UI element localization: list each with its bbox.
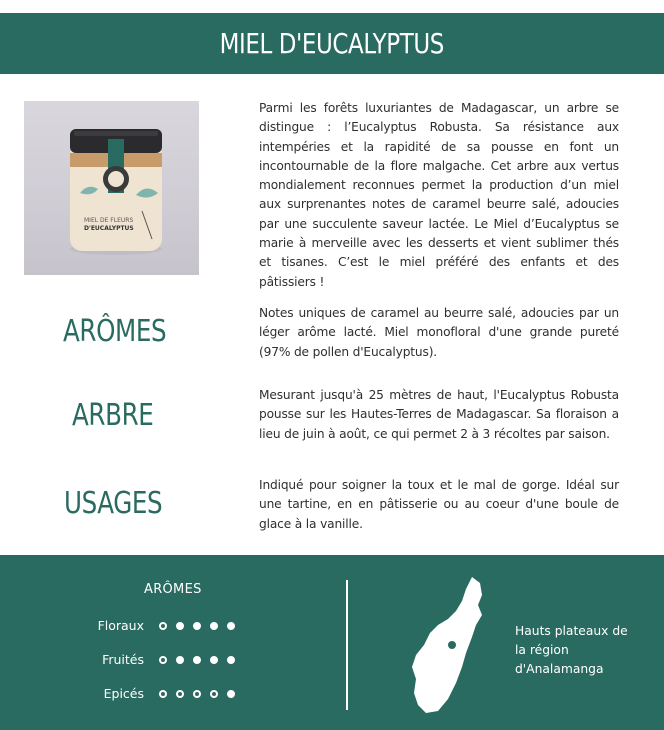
region-text: Hauts plateaux de la région d'Analamanga xyxy=(515,624,628,676)
aromes-heading: ARÔMES xyxy=(63,314,167,349)
rating-dot-filled xyxy=(176,656,184,664)
usages-heading: USAGES xyxy=(64,486,163,521)
rating-dot-filled xyxy=(210,622,218,630)
rating-dot-filled xyxy=(193,622,201,630)
rating-dots-epices xyxy=(159,690,235,698)
footer-divider xyxy=(346,580,348,710)
rating-label-floraux: Floraux xyxy=(97,618,144,633)
rating-dot-empty xyxy=(159,690,167,698)
jar-label-line2: D'EUCALYPTUS xyxy=(84,225,134,232)
rating-dots-fruites xyxy=(159,656,235,664)
rating-label-epices: Epicés xyxy=(103,686,144,701)
top-strip xyxy=(0,0,664,13)
footer-aromes-title: ARÔMES xyxy=(144,582,202,597)
rating-dot-filled xyxy=(193,656,201,664)
arbre-text: Mesurant jusqu'à 25 mètres de haut, l'Eucalyptus Robusta pousse sur les Hautes-Terres de Madagascar. Sa floraison a lieu de juin à août, ce qui permet 2 à 3 récoltes par saison. xyxy=(259,388,619,441)
aromes-text: Notes uniques de caramel au beurre salé, adoucies par un léger arôme lacté. Miel monofloral d'une grande pureté (97% de pollen d'Eucalyptus). xyxy=(259,306,619,359)
arbre-heading: ARBRE xyxy=(72,398,154,433)
rating-dot-filled xyxy=(176,622,184,630)
honey-jar-illustration xyxy=(24,101,199,275)
rating-dot-empty xyxy=(176,690,184,698)
rating-label-fruites: Fruités xyxy=(102,652,144,667)
honey-jar-image xyxy=(24,101,199,275)
title-banner xyxy=(0,13,664,74)
usages-text: Indiqué pour soigner la toux et le mal de gorge. Idéal sur une tartine, en en pâtisserie ou au coeur d'une boule de glace à la vanille. xyxy=(259,478,619,531)
page-title: MIEL D'EUCALYPTUS xyxy=(219,27,445,60)
location-dot-icon xyxy=(448,641,456,649)
intro-text: Parmi les forêts luxuriantes de Madagascar, un arbre se distingue : l’Eucalyptus Robusta. Sa résistance aux intempéries et la rapidité de sa pousse en font un incontournable de la flore malgache. Cet arbre aux vertus mondialement reconnues permet la production d’un miel aux surprenantes notes de caramel beurre salé, adoucies par une succulente saveur lactée. Le Miel d’Eucalyptus se marie à merveille avec les desserts et vient sublimer thés et tisanes. C’est le miel préféré des enfants et des pâtissiers ! xyxy=(259,101,619,289)
jar-label-line1: MIEL DE FLEURS xyxy=(84,217,134,224)
rating-dot-filled xyxy=(210,656,218,664)
rating-dots-floraux xyxy=(159,622,235,630)
rating-dot-empty xyxy=(193,690,201,698)
rating-dot-empty xyxy=(210,690,218,698)
rating-dot-empty xyxy=(159,622,167,630)
rating-dot-filled xyxy=(227,622,235,630)
madagascar-map-icon xyxy=(410,575,490,720)
rating-dot-filled xyxy=(227,690,235,698)
rating-dot-filled xyxy=(227,656,235,664)
rating-dot-empty xyxy=(159,656,167,664)
